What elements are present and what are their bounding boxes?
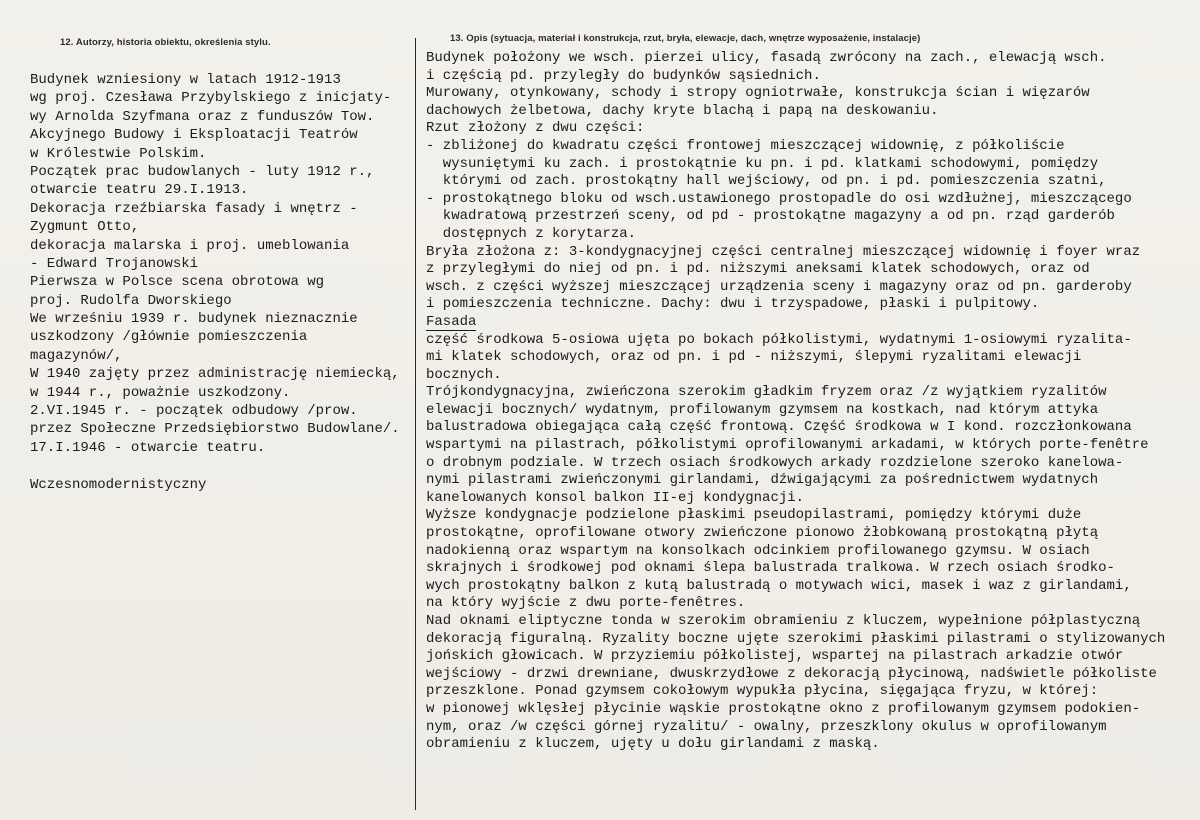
description-line: z przyległymi do niej od pn. i pd. niższymi aneksami klatek schodowych, oraz od — [426, 261, 1090, 278]
description-line: mi klatek schodowych, oraz od pn. i pd - niższymi, ślepymi ryzalitami elewacji — [426, 349, 1082, 366]
history-line: wg proj. Czesława Przybylskiego z inicjaty- — [30, 90, 392, 107]
description-line: wych prostokątny balkon z kutą balustradą o motywach wici, masek i waz z girlandami, — [426, 577, 1132, 594]
description-line: Murowany, otynkowany, schody i stropy ogniotrwałe, konstrukcja ścian i więzarów — [426, 85, 1090, 102]
description-line: w pionowej wklęsłej płycinie wąskie prostokątne okno z profilowanym gzymsem podokien- — [426, 700, 1141, 717]
history-line: Zygmunt Otto, — [30, 219, 140, 236]
description-line: elewacji bocznych/ wydatnym, profilowanym gzymsem na kostkach, nad którym attyka — [426, 401, 1099, 418]
description-line: balustradowa obiegająca całą część frontową. Część środkowa w I kond. rozczłonkowana — [426, 419, 1132, 436]
description-line: Wyższe kondygnacje podzielone płaskimi pseudopilastrami, pomiędzy którymi duże — [426, 507, 1082, 524]
history-line: w Królestwie Polskim. — [30, 145, 207, 162]
description-line: nadokienną oraz wspartym na konsolkach odcinkiem profilowanego gzymsu. W osiach — [426, 542, 1090, 559]
history-line: Budynek wzniesiony w latach 1912-1913 — [30, 72, 341, 88]
description-line: kwadratową przestrzeń sceny, od pd - prostokątne magazyny a od pn. rząd garderób — [426, 208, 1115, 225]
history-text — [30, 71, 400, 494]
description-line: jońskich głowicach. W przyziemiu półkolistej, wspartej na pilastrach arkadzie otwór — [426, 648, 1124, 665]
description-line: Trójkondygnacyjna, zwieńczona szerokim gładkim fryzem oraz /z wyjątkiem ryzalitów — [426, 384, 1107, 401]
description-line: kanelowanych konsol balkon II-ej kondygnacji. — [426, 489, 805, 506]
description-line: Nad oknami eliptyczne tonda w szerokim obramieniu z kluczem, wypełnione półplastyczną — [426, 613, 1141, 629]
history-line: Akcyjnego Budowy i Eksploatacji Teatrów — [30, 127, 358, 144]
history-line: otwarcie teatru 29.I.1913. — [30, 182, 249, 199]
history-line: dekoracja malarska i proj. umeblowania — [30, 237, 350, 254]
description-line: dekoracją figuralną. Ryzality boczne ujęte szerokimi płaskimi pilastrami o stylizowanych — [426, 630, 1166, 647]
description-line: nym, oraz /w części górnej ryzalitu/ - owalny, przeszklony okulus w oprofilowanym — [426, 718, 1107, 735]
description-line: obramieniu z kluczem, ujęty u dołu girlandami z maską. — [426, 736, 880, 753]
authors-history-section — [30, 30, 415, 810]
section-12-heading: 12. Autorzy, historia obiektu, określenia stylu. — [60, 37, 271, 48]
history-line: proj. Rudolfa Dworskiego — [30, 292, 232, 309]
history-line: 17.I.1946 - otwarcie teatru. — [30, 439, 266, 456]
description-line: i pomieszczenia techniczne. Dachy: dwu i trzyspadowe, płaski i pulpitowy. — [426, 296, 1040, 313]
description-line: nymi pilastrami zwieńczonymi girlandami, dźwigającymi za pośrednictwem wydatnych — [426, 472, 1099, 489]
description-line: dostępnych z korytarza. — [426, 225, 637, 242]
description-line: - prostokątnego bloku od wsch.ustawionego prostopadle do osi wzdłużnej, mieszczącego — [426, 190, 1132, 207]
column-divider — [415, 38, 416, 810]
description-line: wysuniętymi ku zach. i prostokątnie ku pn. i pd. klatkami schodowymi, pomiędzy — [426, 155, 1099, 172]
description-line: prostokątne, oprofilowane otwory zwieńczone pionowo żłobkowaną prostokątną płytą — [426, 525, 1099, 542]
description-line: i częścią pd. przyległy do budynków sąsiednich. — [426, 67, 821, 84]
description-line: dachowych żelbetowa, dachy kryte blachą i papą na deskowaniu. — [426, 102, 939, 119]
description-line: bocznych. — [426, 366, 502, 383]
history-line: Początek prac budowlanych - luty 1912 r., — [30, 163, 375, 180]
history-line: wy Arnolda Szyfmana oraz z funduszów Tow. — [30, 108, 375, 125]
description-line: Budynek położony we wsch. pierzei ulicy, fasadą zwrócony na zach., elewacją wsch. — [426, 50, 1107, 66]
history-line: - Edward Trojanowski — [30, 255, 199, 272]
description-line: Bryła złożona z: 3-kondygnacyjnej części centralnej mieszczącej widownię i foyer wraz — [426, 243, 1141, 260]
style-label: Wczesnomodernistyczny — [30, 476, 207, 493]
history-line: W 1940 zajęty przez administrację niemiecką, — [30, 366, 400, 383]
fasada-heading-line — [426, 314, 1165, 332]
description-line: wejściowy - drzwi drewniane, dwuskrzydłowe z dekoracją płycinową, nadświetle półkoliste — [426, 665, 1157, 682]
history-line: Pierwsza w Polsce scena obrotowa wg — [30, 274, 325, 291]
history-line: Dekoracja rzeźbiarska fasady i wnętrz - — [30, 200, 358, 217]
description-line: część środkowa 5-osiowa ujęta po bokach półkolistymi, wydatnymi 1-osiowymi ryzalita- — [426, 331, 1132, 348]
description-line: wspartymi na pilastrach, półkolistymi oprofilowanymi arkadami, w których porte-fenêtre — [426, 437, 1149, 454]
description-section — [426, 30, 1186, 815]
description-line: o drobnym podziale. W trzech osiach środkowych arkady rozdzielone szeroko kanelowa- — [426, 454, 1124, 471]
description-line: - zbliżonej do kwadratu części frontowej mieszczącej widownię, z półkoliście — [426, 137, 1065, 154]
fasada-heading: Fasada — [426, 313, 477, 330]
description-line: wsch. z części wyższej mieszczącej urządzenia sceny i magazyny oraz od pn. garderoby — [426, 278, 1132, 295]
history-line: 2.VI.1945 r. - początek odbudowy /prow. — [30, 403, 358, 420]
blank-line — [30, 457, 400, 475]
history-line: magazynów/, — [30, 347, 123, 364]
history-line: przez Społeczne Przedsiębiorstwo Budowlane/. — [30, 421, 400, 438]
description-text — [426, 50, 1165, 754]
history-line: uszkodzony /głównie pomieszczenia — [30, 329, 308, 346]
description-line: na który wyjście z dwu porte-fenêtres. — [426, 595, 746, 612]
description-line: Rzut złożony z dwu części: — [426, 120, 645, 137]
history-line: We wrześniu 1939 r. budynek nieznacznie — [30, 311, 358, 328]
description-line: którymi od zach. prostokątny hall wejściowy, od pn. i pd. pomieszczenia szatni, — [426, 173, 1107, 190]
history-line: w 1944 r., poważnie uszkodzony. — [30, 384, 291, 401]
description-line: przeszklone. Ponad gzymsem cokołowym wypukła płycina, sięgająca fryzu, w której: — [426, 683, 1099, 700]
section-13-heading: 13. Opis (sytuacja, materiał i konstrukcja, rzut, bryła, elewacje, dach, wnętrze wyposażenie, instalacje) — [450, 33, 921, 44]
description-line: skrajnych i środkowej pod oknami ślepa balustrada tralkowa. W rzech osiach środko- — [426, 560, 1115, 577]
